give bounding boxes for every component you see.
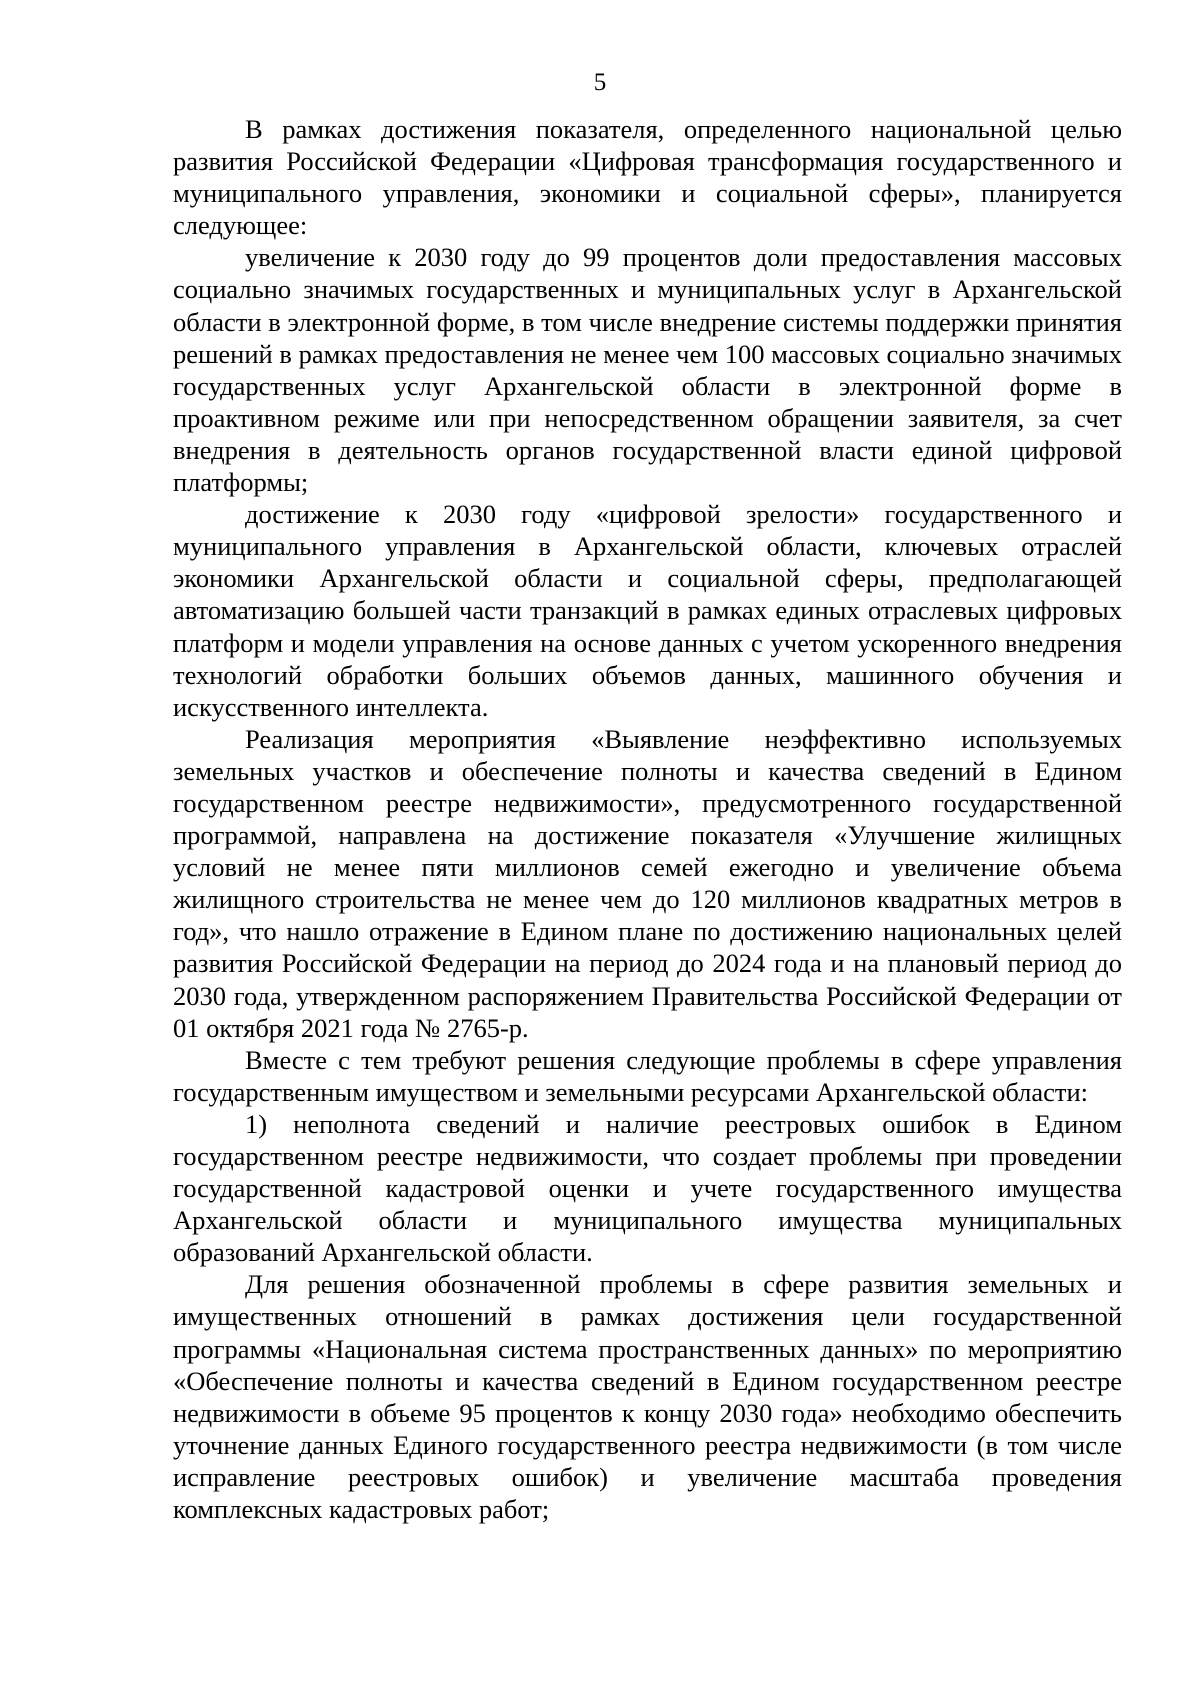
paragraph-digital-maturity: достижение к 2030 году «цифровой зрелости» государственного и муниципального управления в Архангельской области, ключевых отраслей экономики Архангельской области и социальной сферы, предполагающей автоматизацию большей части транзакций в рамках единых отраслевых цифровых платформ и модели управления на основе данных с учетом ускоренного внедрения технологий обработки больших объемов данных, машинного обучения и искусственного интеллекта. [173, 499, 1122, 722]
document-body [173, 113, 1122, 1525]
paragraph-problems-intro: Вместе с тем требуют решения следующие проблемы в сфере управления государственным имуществом и земельными ресурсами Архангельской области: [173, 1044, 1122, 1107]
paragraph-services-target: увеличение к 2030 году до 99 процентов доли предоставления массовых социально значимых государственных и муниципальных услуг в Архангельской области в электронной форме, в том числе внедрение системы поддержки принятия решений в рамках предоставления не менее чем 100 массовых социально значимых государственных услуг Архангельской области в электронной форме в проактивном режиме или при непосредственном обращении заявителя, за счет внедрения в деятельность органов государственной власти единой цифровой платформы; [173, 242, 1122, 498]
paragraph-intro: В рамках достижения показателя, определенного национальной целью развития Российской Федерации «Цифровая трансформация государственного и муниципального управления, экономики и социальной сферы», планируется следующее: [173, 114, 1122, 241]
paragraph-land-measure: Реализация мероприятия «Выявление неэффективно используемых земельных участков и обеспечение полноты и качества сведений в Едином государственном реестре недвижимости», предусмотренного государственной программой, направлена на достижение показателя «Улучшение жилищных условий не менее пяти миллионов семей ежегодно и увеличение объема жилищного строительства не менее чем до 120 миллионов квадратных метров в год», что нашло отражение в Едином плане по достижению национальных целей развития Российской Федерации на период до 2024 года и на плановый период до 2030 года, утвержденном распоряжением Правительства Российской Федерации от 01 октября 2021 года № 2765-р. [173, 723, 1122, 1043]
page-number: 5 [593, 69, 607, 96]
paragraph-solution: Для решения обозначенной проблемы в сфере развития земельных и имущественных отношений в рамках достижения цели государственной программы «Национальная система пространственных данных» по мероприятию «Обеспечение полноты и качества сведений в Едином государственном реестре недвижимости в объеме 95 процентов к концу 2030 года» необходимо обеспечить уточнение данных Единого государственного реестра недвижимости (в том числе исправление реестровых ошибок) и увеличение масштаба проведения комплексных кадастровых работ; [173, 1269, 1122, 1525]
paragraph-problem-1: 1) неполнота сведений и наличие реестровых ошибок в Едином государственном реестре недвижимости, что создает проблемы при проведении государственной кадастровой оценки и учете государственного имущества Архангельской области и муниципального имущества муниципальных образований Архангельской области. [173, 1108, 1122, 1268]
